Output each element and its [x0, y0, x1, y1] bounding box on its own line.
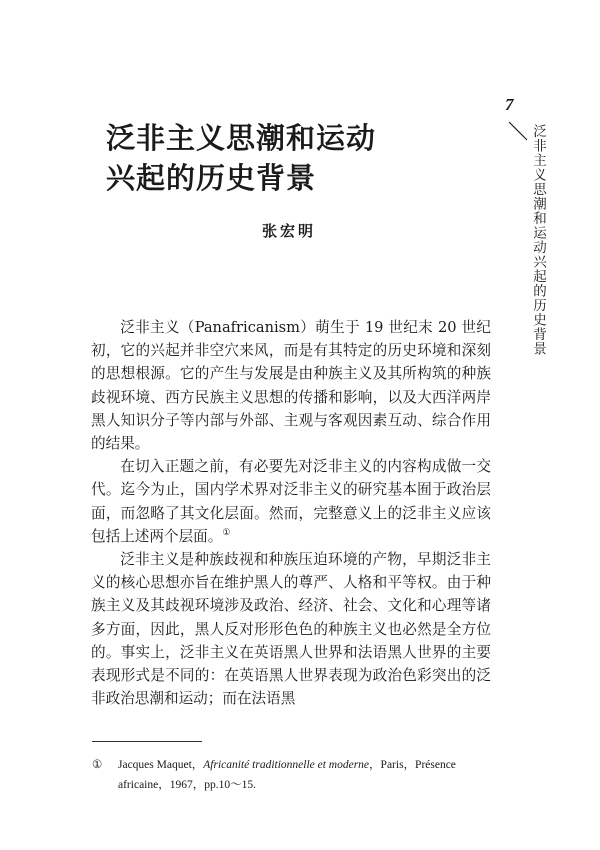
header-divider-slash [507, 120, 529, 142]
footnote-line-2: africaine，1967，pp.10～15. [118, 779, 256, 791]
body-text [91, 316, 491, 710]
footnote [92, 755, 512, 795]
title-line-1: 泛非主义思潮和运动 [106, 121, 377, 155]
author-name: 张宏明 [262, 222, 317, 240]
footnote-divider [92, 741, 202, 742]
paragraph-1: 泛非主义（Panafricanism）萌生于 19 世纪末 20 世纪初，它的兴起并非空穴来风，而是有其特定的历史环境和深刻的思想根源。它的产生与发展是由种族主义及其所构筑的种族歧视环境、西方民族主义思想的传播和影响，以及大西洋两岸黑人知识分子等内部与外部、主观与客观因素互动、综合作用的结果。 [91, 319, 491, 453]
paragraph-3: 泛非主义是种族歧视和种族压迫环境的产物，早期泛非主义的核心思想亦旨在维护黑人的尊严、人格和平等权。由于种族主义及其歧视环境涉及政治、经济、社会、文化和心理等诸多方面，因此，黑人反对形形色色的种族主义也必然是全方位的。事实上，泛非主义在英语黑人世界和法语黑人世界的主要表现形式是不同的：在英语黑人世界表现为政治色彩突出的泛非政治思潮和运动；而在法语黑 [91, 551, 491, 708]
footnote-book-title: Africanité traditionnelle et moderne [203, 759, 370, 771]
footnote-author: Jacques Maquet， [118, 759, 204, 771]
footnote-reference[interactable]: ① [222, 527, 231, 538]
footnote-publisher: ，Paris，Présence [369, 759, 456, 771]
article-title [106, 118, 376, 198]
paragraph-2-text: 在切入正题之前，有必要先对泛非主义的内容构成做一交代。迄今为止，国内学术界对泛非主义的研究基本囿于政治层面，而忽略了其文化层面。然而，完整意义上的泛非主义应该包括上述两个层面。 [91, 458, 491, 545]
title-line-2: 兴起的历史背景 [106, 161, 317, 195]
footnote-line-1 [92, 755, 512, 775]
paragraph-2 [91, 455, 491, 548]
footnote-marker: ① [92, 759, 103, 771]
chapter-number: 7 [505, 95, 514, 114]
running-title: 泛非主义思潮和运动兴起的历史背景 [530, 124, 546, 356]
